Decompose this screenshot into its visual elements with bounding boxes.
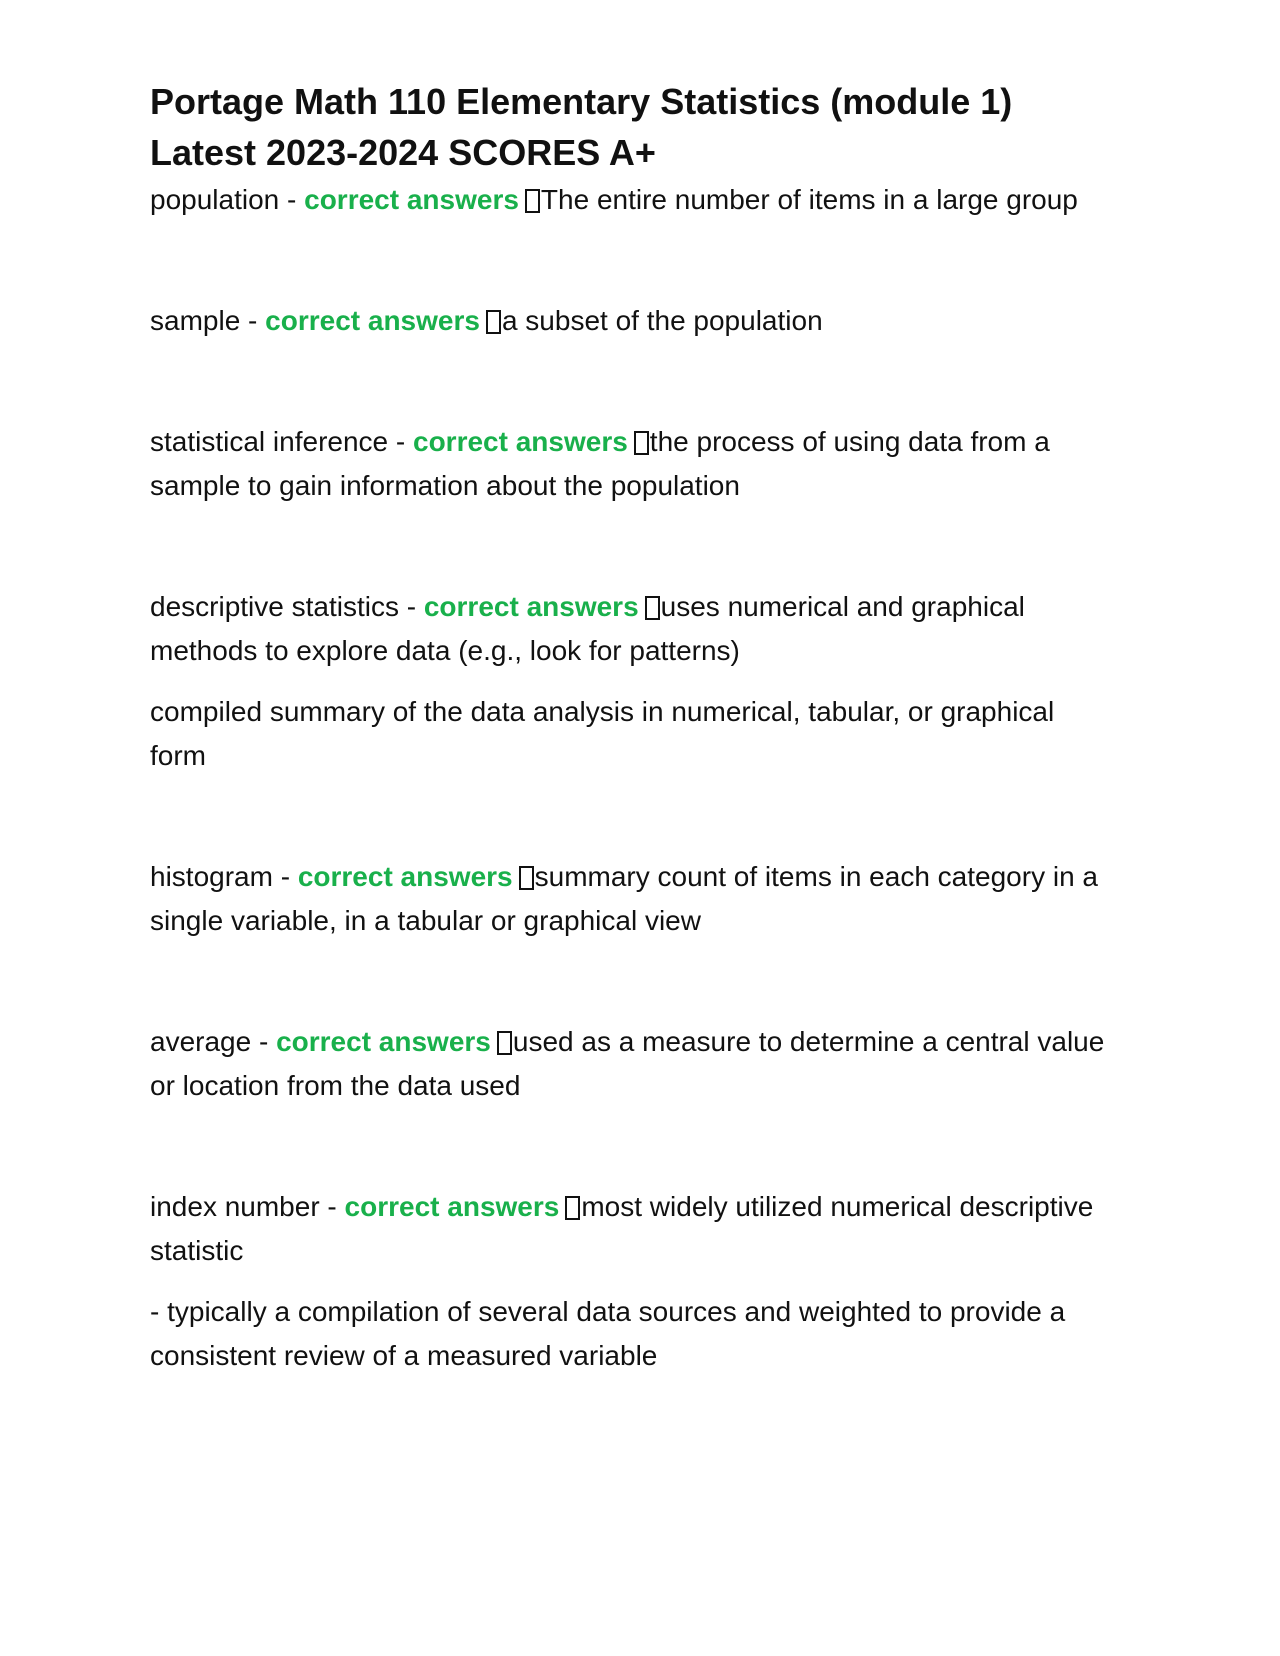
entry-sample xyxy=(150,299,1150,343)
spacer xyxy=(150,222,1150,299)
answer-label: correct answers xyxy=(276,1026,491,1057)
entry-average xyxy=(150,1020,1150,1108)
definition-line-2: sample to gain information about the population xyxy=(150,470,740,501)
entry-histogram xyxy=(150,855,1150,943)
definition-line-1: most widely utilized numerical descriptive xyxy=(581,1191,1094,1222)
entry-line xyxy=(150,420,1150,464)
answer-label: correct answers xyxy=(304,184,519,215)
spacer xyxy=(150,943,1150,1020)
term: average xyxy=(150,1026,252,1057)
document-title xyxy=(150,76,1150,178)
entry-descriptive-statistics xyxy=(150,585,1150,778)
separator: - xyxy=(240,305,266,336)
missing-glyph-icon xyxy=(486,310,501,334)
separator: - xyxy=(272,861,298,892)
spacer xyxy=(150,508,1150,585)
entry-line xyxy=(150,1020,1150,1064)
separator: - xyxy=(251,1026,277,1057)
entry-line xyxy=(150,178,1150,222)
entry-line xyxy=(150,299,1150,343)
separator: - xyxy=(398,591,424,622)
document-content xyxy=(150,76,1150,1378)
spacer xyxy=(150,343,1150,420)
definition-line-2: methods to explore data (e.g., look for patterns) xyxy=(150,635,740,666)
term: statistical inference xyxy=(150,426,389,457)
definition-line-1: summary count of items in each category in a xyxy=(534,861,1098,892)
extra-line-1: - typically a compilation of several data sources and weighted to provide a xyxy=(150,1296,1066,1327)
entry-line xyxy=(150,585,1150,629)
missing-glyph-icon xyxy=(497,1031,512,1055)
answer-label: correct answers xyxy=(423,591,639,622)
definition-line-1: used as a measure to determine a central value xyxy=(512,1026,1105,1057)
separator: - xyxy=(319,1191,345,1222)
answer-label: correct answers xyxy=(297,861,513,892)
term: histogram xyxy=(150,861,273,892)
term: sample xyxy=(150,305,241,336)
missing-glyph-icon xyxy=(519,866,534,890)
entry-index-number xyxy=(150,1185,1150,1378)
definition-line-2: statistic xyxy=(150,1235,244,1266)
extra-line-1: compiled summary of the data analysis in numerical, tabular, or graphical xyxy=(150,696,1055,727)
definition-line-2: or location from the data used xyxy=(150,1070,521,1101)
definition-line-1: uses numerical and graphical xyxy=(660,591,1025,622)
extra-line-2: consistent review of a measured variable xyxy=(150,1340,658,1371)
spacer xyxy=(150,1273,1150,1290)
entry-statistical-inference xyxy=(150,420,1150,508)
title-line-1: Portage Math 110 Elementary Statistics (module 1) xyxy=(150,81,1013,122)
term: descriptive statistics xyxy=(150,591,399,622)
definition-line-2: single variable, in a tabular or graphical view xyxy=(150,905,701,936)
definition: The entire number of items in a large group xyxy=(540,184,1078,215)
answer-label: correct answers xyxy=(265,305,480,336)
title-line-2: Latest 2023-2024 SCORES A+ xyxy=(150,132,656,173)
extra-line-2: form xyxy=(150,740,206,771)
missing-glyph-icon xyxy=(645,596,660,620)
entry-population xyxy=(150,178,1150,222)
spacer xyxy=(150,1108,1150,1185)
missing-glyph-icon xyxy=(634,431,649,455)
spacer xyxy=(150,673,1150,690)
definition: a subset of the population xyxy=(501,305,823,336)
entry-line xyxy=(150,1185,1150,1229)
term: population xyxy=(150,184,280,215)
separator: - xyxy=(279,184,305,215)
separator: - xyxy=(388,426,413,457)
term: index number xyxy=(150,1191,320,1222)
answer-label: correct answers xyxy=(344,1191,560,1222)
spacer xyxy=(150,778,1150,855)
missing-glyph-icon xyxy=(565,1196,580,1220)
definition-line-1: the process of using data from a xyxy=(649,426,1050,457)
answer-label: correct answers xyxy=(413,426,628,457)
entry-line xyxy=(150,855,1150,899)
missing-glyph-icon xyxy=(525,189,540,213)
